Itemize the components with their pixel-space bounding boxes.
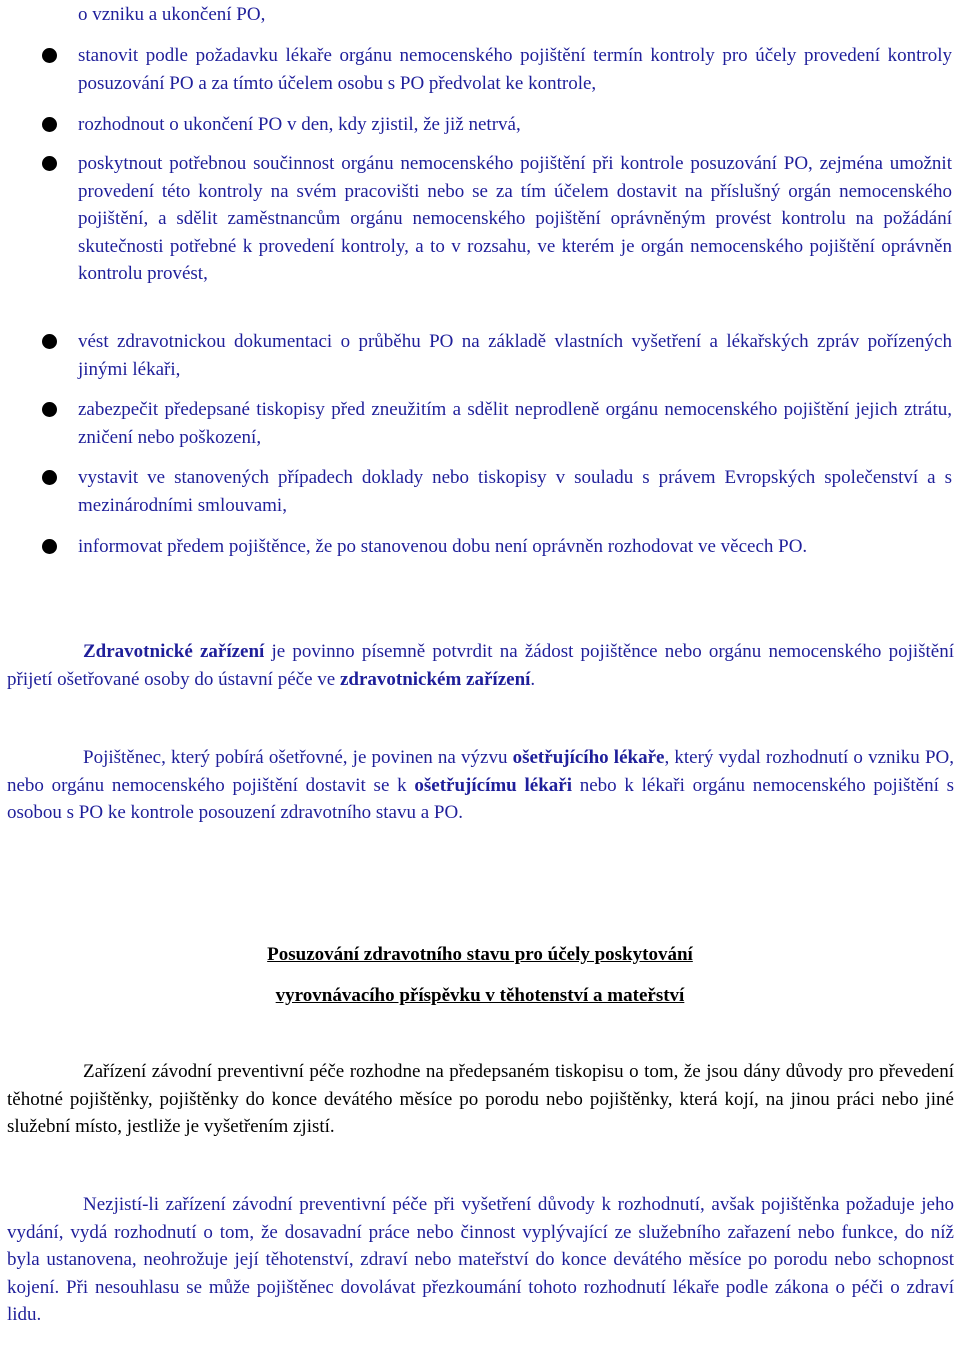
list-item — [0, 396, 955, 451]
bullet-dot-icon — [42, 117, 57, 132]
list-item-text: informovat předem pojištěnce, že po stanovenou dobu není oprávněn rozhodovat ve věcech PO. — [78, 536, 808, 557]
continuation-line: o vzniku a ukončení PO, — [78, 4, 266, 25]
list-item-text: vést zdravotnickou dokumentaci o průběhu PO na základě vlastních vyšetření a lékařských zpráv pořízených jinými lékaři, — [78, 331, 952, 380]
bold-term: Zdravotnické zařízení — [83, 641, 265, 662]
paragraph-zdravotnicke-zarizeni: Zdravotnické zařízení je povinno písemně potvrdit na žádost pojištěnce nebo orgánu nemocenského pojištění přijetí ošetřované osoby do ústavní péče ve zdravotnickém zařízení. — [7, 641, 955, 690]
list-item — [0, 464, 955, 519]
list-item — [0, 150, 955, 288]
bullet-dot-icon — [42, 156, 57, 171]
paragraph-zarizeni-zavodni-pece: Zařízení závodní preventivní péče rozhodne na předepsaném tiskopisu o tom, že jsou dány důvody pro převedení těhotné pojištěnky, pojištěnky do konce devátého měsíce po porodu nebo pojištěnky, která kojí, na jinou práci nebo jiné služební místo, jestliže je vyšetřením zjistí. — [7, 1061, 954, 1137]
list-item-text: poskytnout potřebnou součinnost orgánu nemocenského pojištění při kontrole posuzování PO, zejména umožnit provedení této kontroly na svém pracovišti nebo se za tím účelem dostavit na příslušný orgán nemocenského pojištění, a sdělit zaměstnancům orgánu nemocenského pojištění oprávněným provést kontrolu na požádání skutečnosti potřebné k provedení kontroly, a to v rozsahu, ve kterém je orgán nemocenského pojištění oprávněn kontrolu provést, — [78, 153, 952, 284]
bold-term: zdravotnickém zařízení — [339, 668, 531, 690]
list-item-text: stanovit podle požadavku lékaře orgánu nemocenského pojištění termín kontroly pro účely provedení kontroly posuzování PO a za tímto účelem osobu s PO předvolat ke kontrole, — [78, 45, 952, 94]
bullet-dot-icon — [42, 334, 57, 349]
list-item — [0, 111, 955, 139]
list-item — [0, 533, 955, 561]
paragraph-pojistenec: Pojištěnec, který pobírá ošetřovné, je povinen na výzvu ošetřujícího lékaře, který vydal rozhodnutí o vzniku PO, nebo orgánu nemocenského pojištění dostavit se k ošetřujícímu lékaři nebo k lékaři orgánu nemocenského pojištění s osobou s PO ke kontrole posouzení zdravotního stavu a PO. — [7, 747, 955, 823]
bold-term: ošetřujícímu lékaři — [414, 774, 572, 796]
section-heading-line-2: vyrovnávacího příspěvku v těhotenství a mateřství — [275, 985, 685, 1006]
section-heading-line-1: Posuzování zdravotního stavu pro účely poskytování — [267, 944, 693, 965]
bullet-dot-icon — [42, 470, 57, 485]
paragraph-nezjisti-li: Nezjistí-li zařízení závodní preventivní péče při vyšetření důvody k rozhodnutí, avšak pojištěnka požaduje jeho vydání, vydá rozhodnutí o tom, že dosavadní práce nebo činnost vyplývající ze služebního zařazení nebo funkce, do níž byla ustanovena, neohrožuje její těhotenství, zdraví nebo mateřství do konce devátého měsíce po porodu nebo schopnost kojení. Při nesouhlasu se může pojištěnec dovolávat přezkoumání tohoto rozhodnutí lékaře podle zákona o péči o zdraví lidu. — [7, 1194, 954, 1325]
list-item — [0, 42, 955, 97]
bullet-dot-icon — [42, 48, 57, 63]
bold-term: ošetřujícího lékaře — [512, 747, 665, 768]
bullet-dot-icon — [42, 402, 57, 417]
list-item-text: vystavit ve stanovených případech doklady nebo tiskopisy v souladu s právem Evropských společenství a s mezinárodními smlouvami, — [78, 467, 952, 516]
list-item-text: rozhodnout o ukončení PO v den, kdy zjistil, že již netrvá, — [78, 114, 521, 135]
list-item — [0, 328, 955, 383]
bullet-dot-icon — [42, 539, 57, 554]
list-item-text: zabezpečit předepsané tiskopisy před zneužitím a sdělit neprodleně orgánu nemocenského pojištění jejich ztrátu, zničení nebo poškození, — [78, 399, 952, 448]
